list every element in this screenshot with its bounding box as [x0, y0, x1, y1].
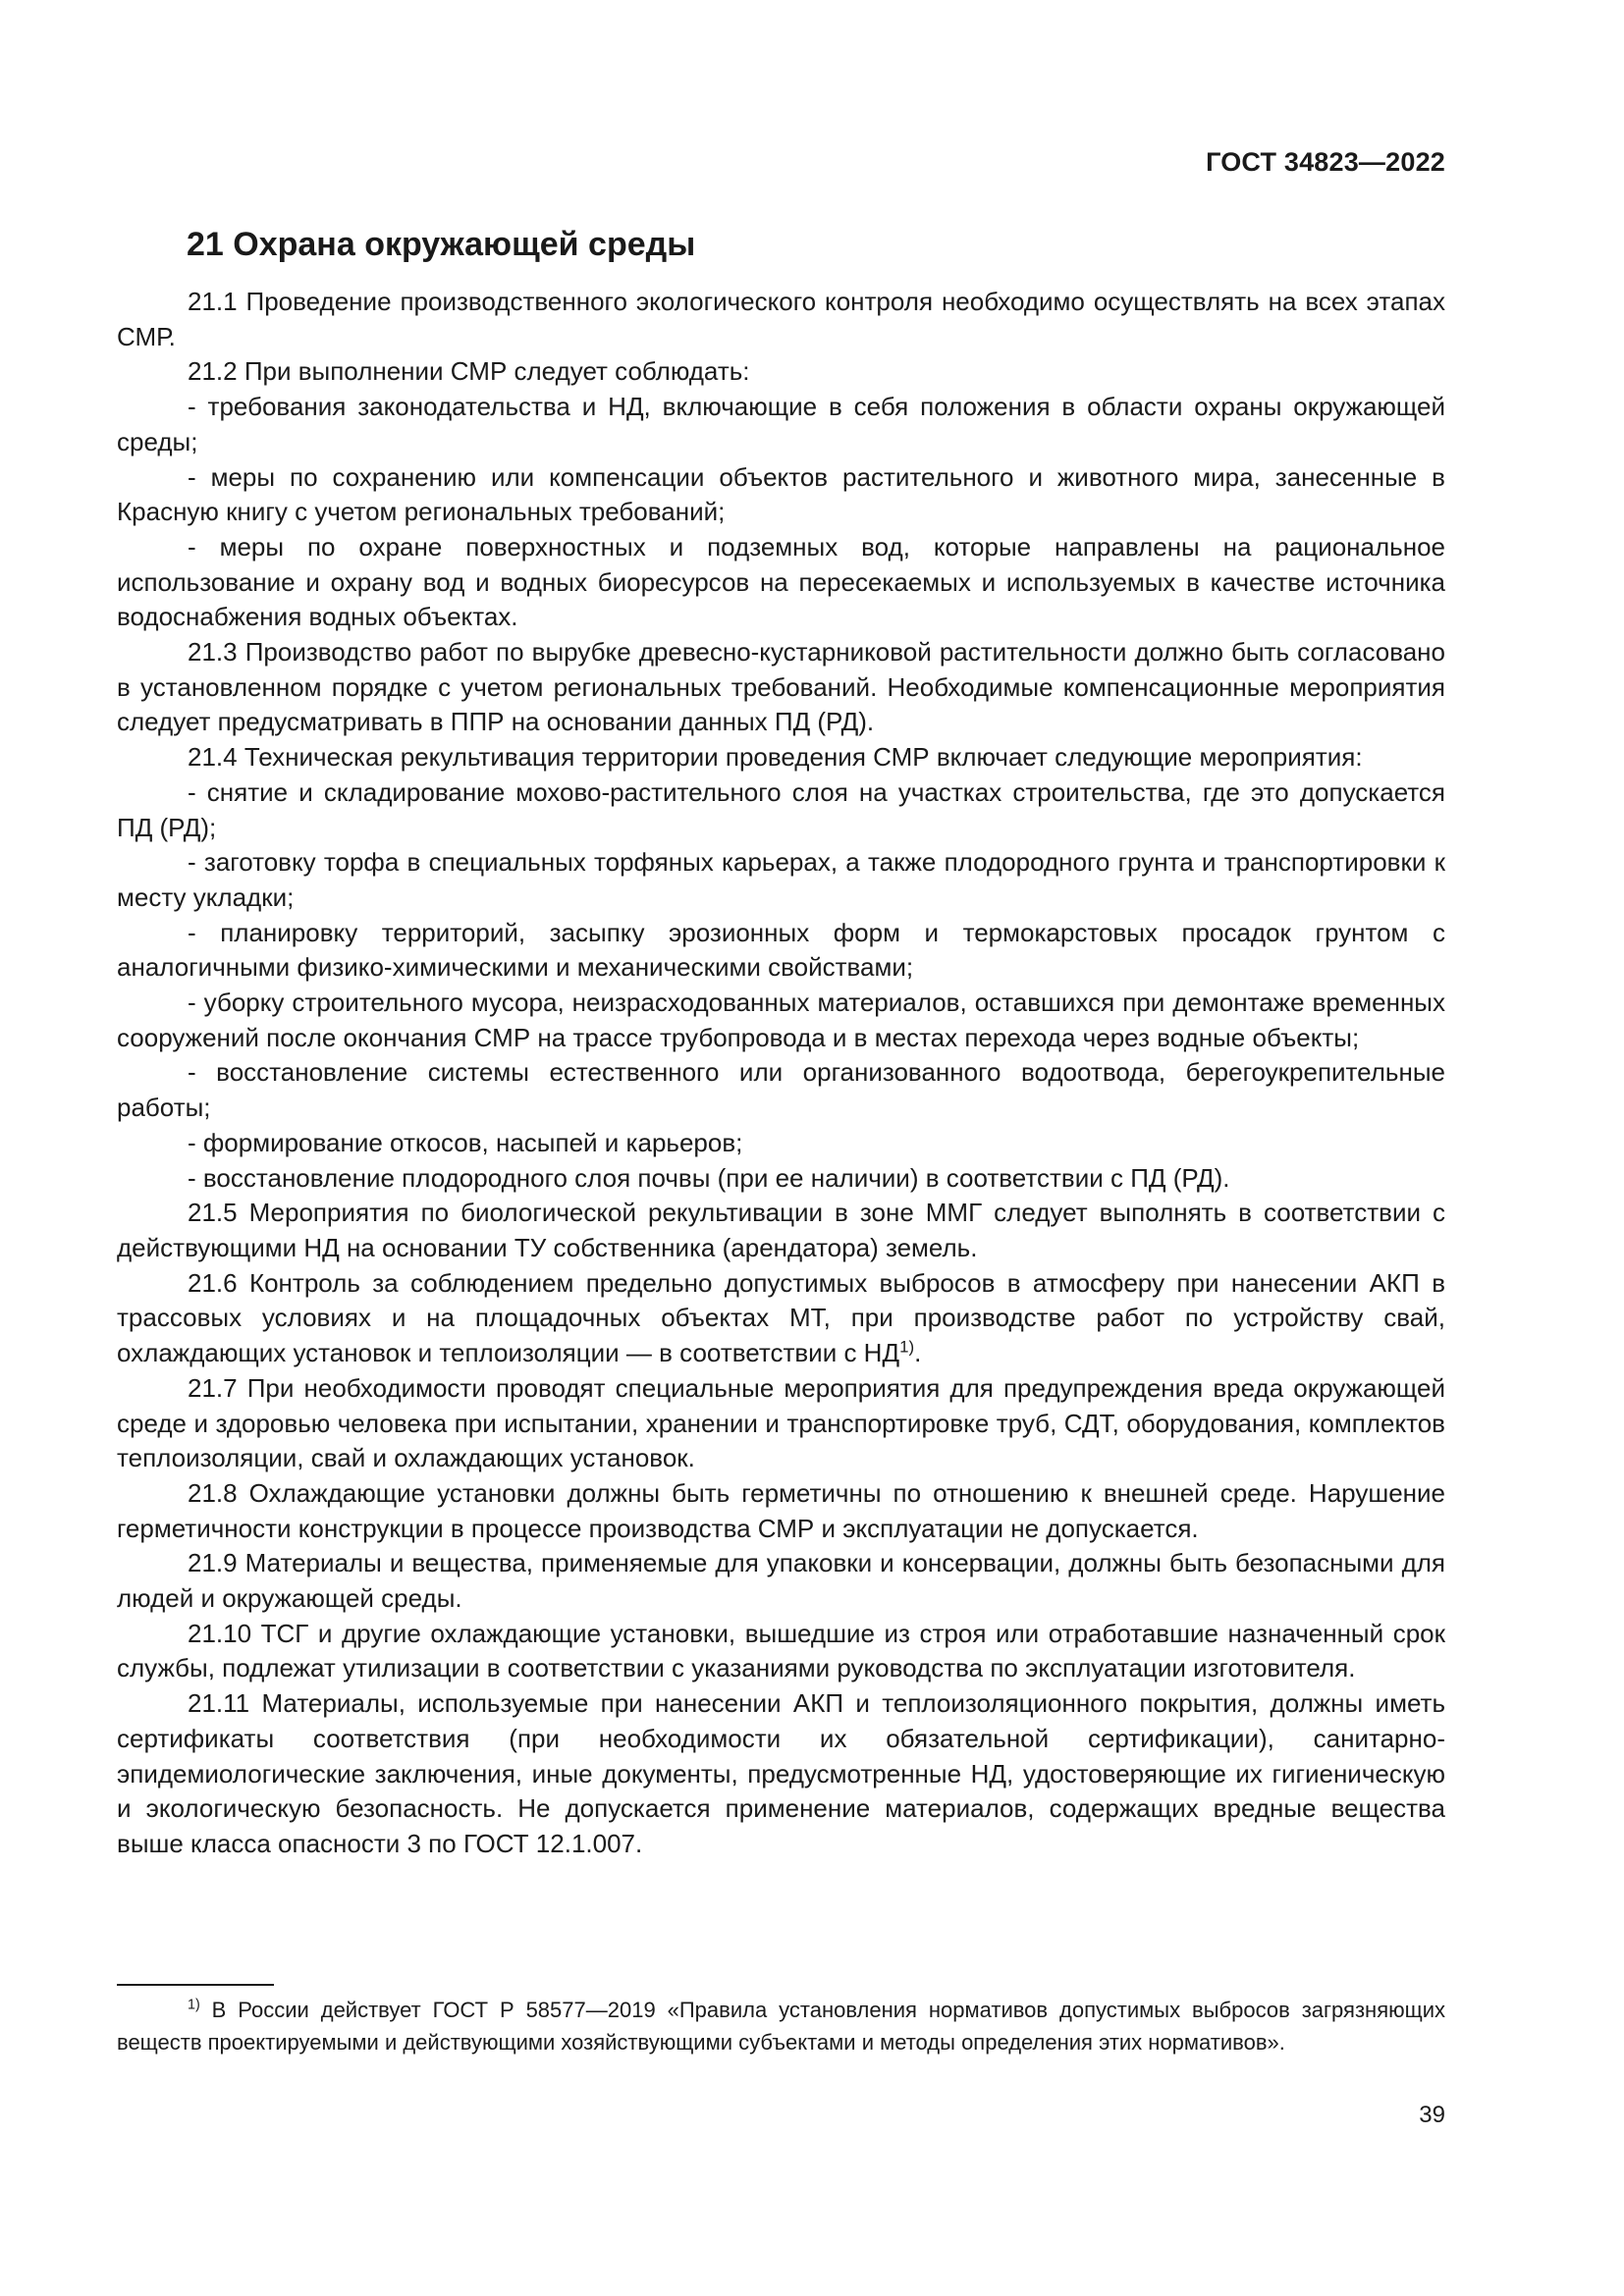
paragraph: 21.1 Проведение производственного экологического контроля необходимо осуществлять на всех этапах СМР.	[117, 287, 1445, 351]
list-item: - восстановление плодородного слоя почвы (при ее наличии) в соответствии с ПД (РД).	[188, 1162, 1230, 1193]
footnote-text-block	[117, 1994, 1445, 2058]
paragraph: 21.7 При необходимости проводят специальные мероприятия для предупреждения вреда окружающей среде и здоровью человека при испытании, хранении и транспортировке труб, СДТ, оборудования, комплектов теплоизоляции, свай и охлаждающих установок.	[117, 1372, 1445, 1473]
paragraph-end: .	[914, 1338, 922, 1368]
list-item: - меры по сохранению или компенсации объектов растительного и животного мира, занесенные в Красную книгу с учетом региональных требований;	[117, 461, 1445, 527]
paragraph: 21.9 Материалы и вещества, применяемые для упаковки и консервации, должны быть безопасными для людей и окружающей среды.	[117, 1548, 1445, 1614]
footnote-reference[interactable]: 1)	[899, 1337, 915, 1357]
paragraph-text: 21.6 Контроль за соблюдением предельно допустимых выбросов в атмосферу при нанесении АКП в трассовых условиях и на площадочных объектах МТ, при производстве работ по устройству свай, охлаждающих установок и теплоизоляции — в соответствии с НД	[117, 1267, 1445, 1368]
paragraph: 21.3 Производство работ по вырубке древесно-кустарниковой растительности должно быть согласовано в установленном порядке с учетом региональных требований. Необходимые компенсационные мероприятия следует предусматривать в ППР на основании данных ПД (РД).	[117, 637, 1445, 737]
paragraph-21-6	[117, 1266, 1445, 1371]
footnote-mark: 1)	[188, 1997, 200, 2013]
list-item: - меры по охране поверхностных и подземных вод, которые направлены на рациональное использование и охрану вод и водных биоресурсов на пересекаемых и используемых в качестве источника водоснабжения водных объектах.	[117, 531, 1445, 632]
list-item: - уборку строительного мусора, неизрасходованных материалов, оставшихся при демонтаже временных сооружений после окончания СМР на трассе трубопровода и в местах перехода через водные объекты;	[117, 988, 1445, 1052]
footnote-divider	[117, 1984, 274, 1986]
paragraph: 21.10 ТСГ и другие охлаждающие установки, вышедшие из строя или отработавшие назначенный срок службы, подлежат утилизации в соответствии с указаниями руководства по эксплуатации изготовителя.	[117, 1618, 1445, 1683]
list-item: - заготовку торфа в специальных торфяных карьерах, а также плодородного грунта и транспортировки к месту укладки;	[117, 847, 1445, 912]
list-item: - снятие и складирование мохово-растительного слоя на участках строительства, где это допускается ПД (РД);	[117, 776, 1445, 842]
paragraph: 21.8 Охлаждающие установки должны быть герметичны по отношению к внешней среде. Нарушение герметичности конструкции в процессе производства СМР и эксплуатации не допускается.	[117, 1477, 1445, 1543]
paragraph: 21.4 Техническая рекультивация территории проведения СМР включает следующие мероприятия:	[188, 742, 1363, 773]
section-title: 21 Охрана окружающей среды	[187, 226, 696, 263]
paragraph: 21.11 Материалы, используемые при нанесении АКП и теплоизоляционного покрытия, должны иметь сертификаты соответствия (при необходимости их обязательной сертификации), санитарно-эпидемиологические заключения, иные документы, предусмотренные НД, удостоверяющие их гигиеническую и экологическую безопасность. Не допускается применение материалов, содержащих вредные вещества выше класса опасности 3 по ГОСТ 12.1.007.	[117, 1688, 1445, 1858]
list-item: - формирование откосов, насыпей и карьеров;	[188, 1127, 743, 1157]
document-body	[117, 285, 1445, 1862]
list-item: - требования законодательства и НД, включающие в себя положения в области охраны окружающей среды;	[117, 392, 1445, 456]
page-number: 39	[1419, 2102, 1445, 2128]
document-header: ГОСТ 34823—2022	[1206, 147, 1445, 177]
list-item: - восстановление системы естественного или организованного водоотвода, берегоукрепительные работы;	[117, 1057, 1445, 1123]
footnote	[117, 1994, 1445, 2058]
paragraph: 21.5 Мероприятия по биологической рекультивации в зоне ММГ следует выполнять в соответствии с действующими НД на основании ТУ собственника (арендатора) земель.	[117, 1198, 1445, 1262]
paragraph: 21.2 При выполнении СМР следует соблюдать:	[188, 356, 750, 387]
footnote-text: В России действует ГОСТ Р 58577—2019 «Правила установления нормативов допустимых выбросов загрязняющих веществ проектируемыми и действующими хозяйствующими субъектами и методы определения этих нормативов».	[117, 1998, 1445, 2055]
list-item: - планировку территорий, засыпку эрозионных форм и термокарстовых просадок грунтом с аналогичными физико-химическими и механическими свойствами;	[117, 917, 1445, 983]
